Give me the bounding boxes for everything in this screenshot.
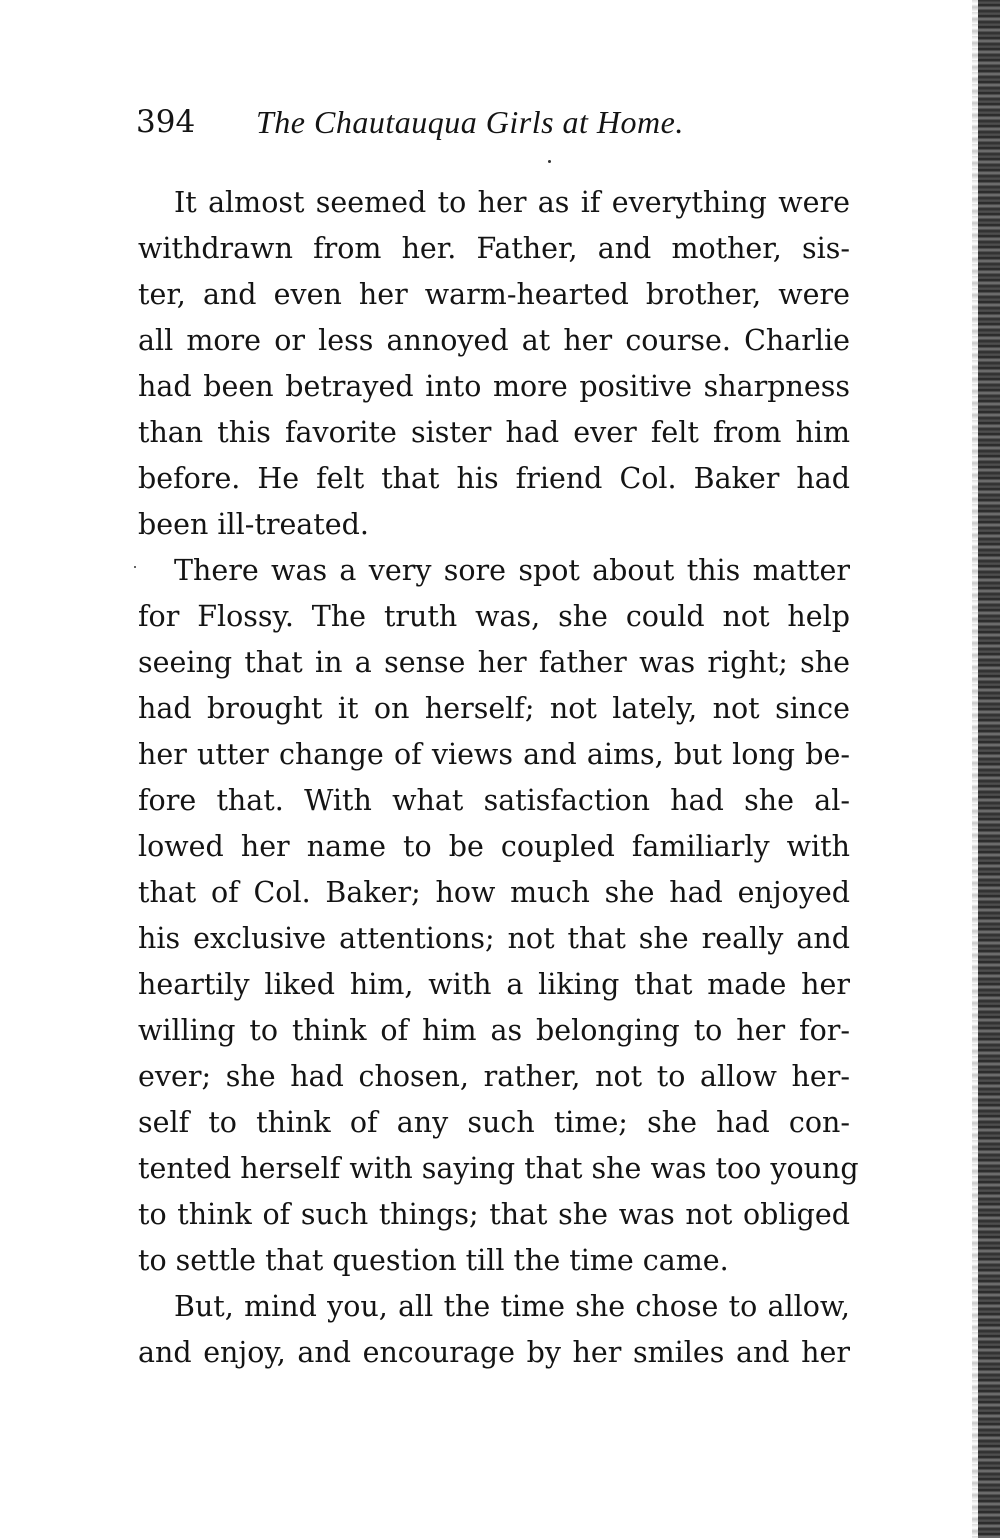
page-header: [136, 104, 836, 148]
text-line: that of Col. Baker; how much she had enjoyed: [138, 876, 850, 909]
text-line: and enjoy, and encourage by her smiles and her: [138, 1336, 850, 1369]
text-line: But, mind you, all the time she chose to allow,: [174, 1290, 850, 1323]
text-line: her utter change of views and aims, but long be-: [138, 738, 850, 771]
text-line: to settle that question till the time came.: [138, 1244, 729, 1277]
text-line: lowed her name to be coupled familiarly with: [138, 830, 850, 863]
text-line: It almost seemed to her as if everything were: [174, 186, 850, 219]
text-line: been ill-treated.: [138, 508, 369, 541]
print-speck: [548, 160, 551, 163]
body-text: [138, 180, 859, 1376]
print-speck: [134, 566, 136, 568]
page-number: 394: [136, 104, 196, 140]
text-line: heartily liked him, with a liking that made her: [138, 968, 850, 1001]
text-line: ter, and even her warm-hearted brother, were: [138, 278, 850, 311]
text-line: tented herself with saying that she was too young: [138, 1152, 859, 1185]
text-line: all more or less annoyed at her course. Charlie: [138, 324, 850, 357]
text-line: had brought it on herself; not lately, not since: [138, 692, 850, 725]
text-line: fore that. With what satisfaction had she al-: [138, 784, 850, 817]
text-line: willing to think of him as belonging to her for-: [138, 1014, 850, 1047]
text-line: There was a very sore spot about this matter: [174, 554, 850, 587]
text-line: than this favorite sister had ever felt from him: [138, 416, 850, 449]
text-line: withdrawn from her. Father, and mother, sis-: [138, 232, 850, 265]
text-line: to think of such things; that she was not obliged: [138, 1198, 850, 1231]
paragraph: [138, 548, 859, 1284]
paragraph: [138, 1284, 850, 1376]
paragraph: [138, 180, 850, 548]
text-line: his exclusive attentions; not that she really and: [138, 922, 850, 955]
text-line: before. He felt that his friend Col. Baker had: [138, 462, 850, 495]
running-title: The Chautauqua Girls at Home.: [256, 104, 684, 140]
text-line: self to think of any such time; she had con-: [138, 1106, 850, 1139]
text-line: for Flossy. The truth was, she could not help: [138, 600, 850, 633]
text-line: seeing that in a sense her father was right; she: [138, 646, 850, 679]
page-binding-edge: [978, 0, 1000, 1538]
text-line: had been betrayed into more positive sharpness: [138, 370, 850, 403]
text-line: ever; she had chosen, rather, not to allow her-: [138, 1060, 850, 1093]
